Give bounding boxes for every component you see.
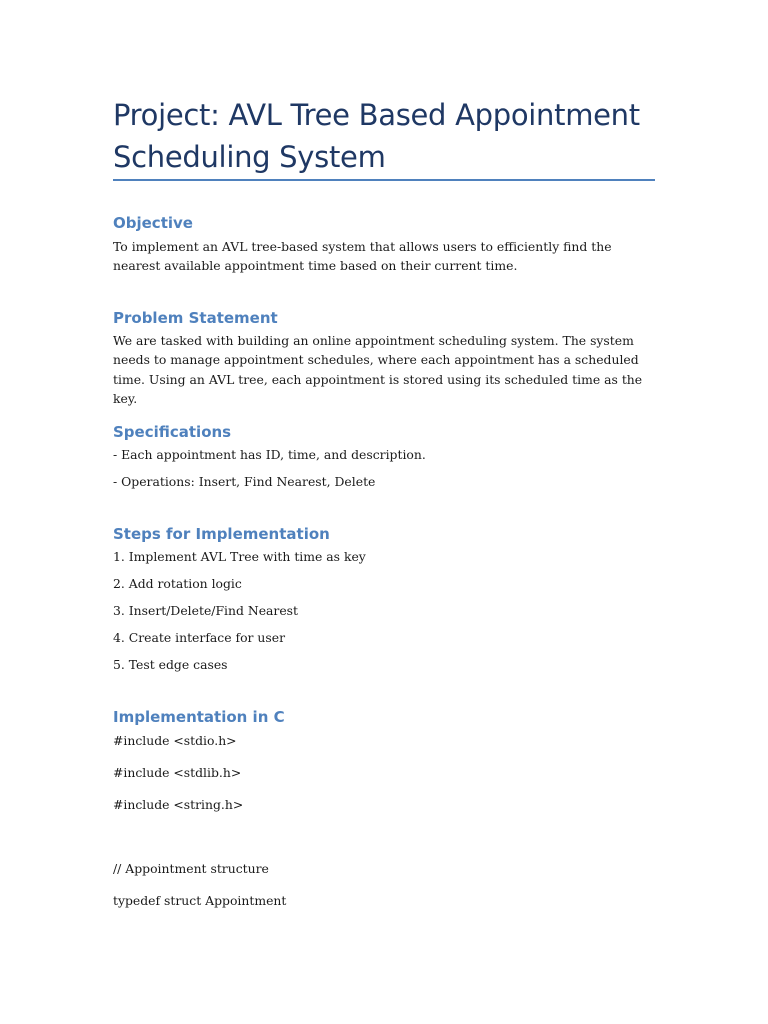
code-line: #include <stdlib.h> bbox=[113, 765, 242, 780]
problem-statement-heading: Problem Statement bbox=[113, 309, 278, 327]
specification-item: - Each appointment has ID, time, and description. bbox=[113, 447, 426, 462]
implementation-heading: Implementation in C bbox=[113, 708, 285, 726]
specification-item: - Operations: Insert, Find Nearest, Delete bbox=[113, 474, 376, 489]
objective-heading: Objective bbox=[113, 214, 193, 232]
step-item: 5. Test edge cases bbox=[113, 657, 228, 672]
step-item: 2. Add rotation logic bbox=[113, 576, 242, 591]
code-line: typedef struct Appointment bbox=[113, 893, 287, 908]
code-line: #include <stdio.h> bbox=[113, 733, 237, 748]
specifications-heading: Specifications bbox=[113, 423, 232, 441]
document-title: Project: AVL Tree Based Appointment Scheduling System bbox=[113, 98, 640, 174]
code-line: #include <string.h> bbox=[113, 797, 244, 812]
code-line: // Appointment structure bbox=[113, 861, 269, 876]
objective-paragraph: To implement an AVL tree-based system that allows users to efficiently find the nearest available appointment time based on their current time. bbox=[113, 239, 612, 274]
steps-heading: Steps for Implementation bbox=[113, 525, 330, 543]
step-item: 1. Implement AVL Tree with time as key bbox=[113, 549, 366, 564]
title-underline bbox=[113, 179, 655, 181]
step-item: 3. Insert/Delete/Find Nearest bbox=[113, 603, 299, 618]
step-item: 4. Create interface for user bbox=[113, 630, 285, 645]
problem-statement-paragraph: We are tasked with building an online appointment scheduling system. The system needs to manage appointment schedules, where each appointment has a scheduled time. Using an AVL tree, each appointment is stored using its scheduled time as the key. bbox=[113, 333, 643, 406]
